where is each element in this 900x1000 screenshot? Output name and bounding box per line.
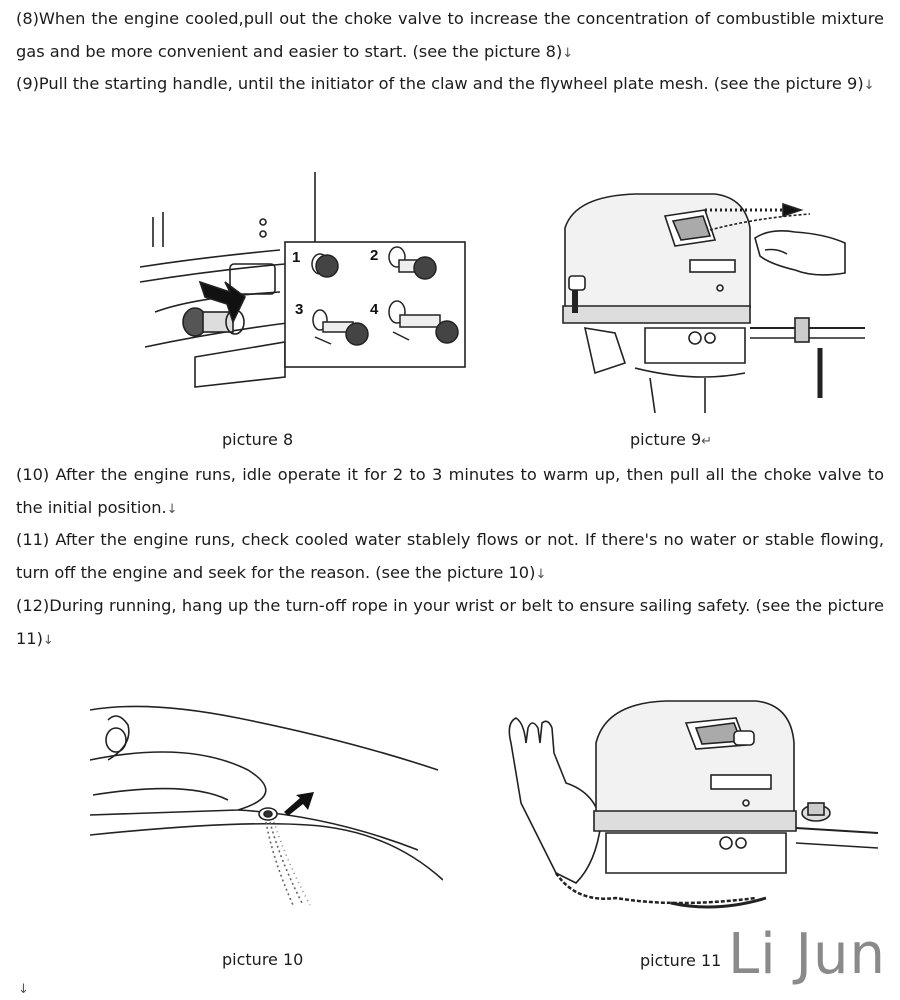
paragraph-8 bbox=[16, 2, 884, 70]
paragraph-9-text: (9)Pull the starting handle, until the initiator of the claw and the flywheel plate mesh. (see the picture 9) bbox=[16, 74, 864, 93]
paragraph-8-text: (8)When the engine cooled,pull out the choke valve to increase the concentration of combustible mixture gas and be more convenient and easier to start. (see the picture 8) bbox=[16, 9, 884, 61]
paragraph-11 bbox=[16, 523, 884, 591]
paragraph-12 bbox=[16, 589, 884, 657]
line-break-mark: ↓ bbox=[562, 46, 574, 61]
picture-8-step-label: 3 bbox=[295, 301, 304, 318]
line-break-mark: ↓ bbox=[42, 633, 54, 648]
watermark: Li Jun bbox=[727, 922, 886, 987]
picture-9-caption: picture 9 bbox=[630, 430, 702, 449]
paragraph-12-text: (12)During running, hang up the turn-off rope in your wrist or belt to ensure sailing safety. (see the picture 11) bbox=[16, 596, 884, 648]
picture-9-caption-wrap bbox=[630, 430, 712, 449]
picture-8-step-label: 1 bbox=[292, 249, 301, 266]
picture-8-step-label: 4 bbox=[370, 301, 379, 318]
line-break-mark: ↓ bbox=[535, 567, 547, 582]
picture-8-caption: picture 8 bbox=[222, 430, 294, 449]
line-break-mark: ↓ bbox=[18, 982, 29, 997]
picture-8-step-label: 2 bbox=[370, 247, 379, 264]
return-mark: ↵ bbox=[701, 434, 713, 449]
line-break-mark: ↓ bbox=[863, 78, 875, 93]
picture-8-illustration bbox=[135, 172, 470, 417]
paragraph-10 bbox=[16, 458, 884, 526]
paragraph-11-text: (11) After the engine runs, check cooled water stablely flows or not. If there's no water or stable flowing, turn off the engine and seek for the reason. (see the picture 10) bbox=[16, 530, 884, 582]
picture-10-caption: picture 10 bbox=[222, 950, 304, 969]
line-break-mark: ↓ bbox=[166, 502, 178, 517]
picture-11-caption: picture 11 bbox=[640, 951, 722, 970]
paragraph-10-text: (10) After the engine runs, idle operate it for 2 to 3 minutes to warm up, then pull all the choke valve to the initial position. bbox=[16, 465, 884, 517]
picture-9-illustration bbox=[555, 188, 865, 413]
picture-11-illustration bbox=[496, 683, 878, 928]
paragraph-9 bbox=[16, 67, 884, 102]
picture-10-illustration bbox=[88, 700, 443, 915]
